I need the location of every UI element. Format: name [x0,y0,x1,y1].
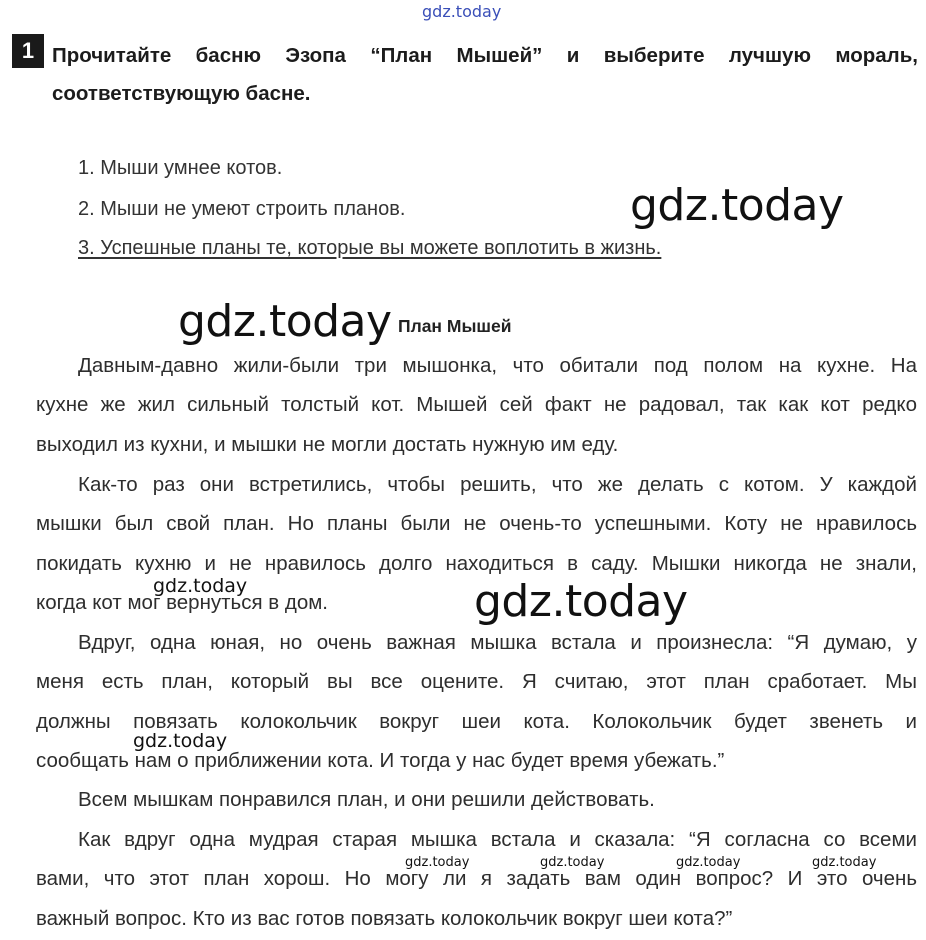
text-line: Вдруг, одна юная, но очень важная мышка встала и произнесла: “Я думаю, у [78,631,917,654]
watermark-large-2: gdz.today [178,296,392,347]
fable-paragraph-4 [36,780,917,819]
task-instruction-line-1: Прочитайте басню Эзопа “План Мышей” и выберите лучшую мораль, [52,44,918,67]
text-line: кухне же жил сильный толстый кот. Мышей сей факт не радовал, так как кот редко [36,393,917,417]
watermark-medium-1: gdz.today [153,575,248,597]
fable-paragraph-2 [36,465,917,627]
watermark-large-3: gdz.today [474,576,688,627]
answer-option-1: 1. Мыши умнее котов. [78,157,283,179]
text-line: сообщать нам о приближении кота. И тогда у нас будет время убежать.” [36,748,725,772]
task-number-badge: 1 [12,34,44,68]
task-instruction-line-2: соответствующую басне. [52,82,311,105]
text-line: мышки был свой план. Но планы были не очень-то успешными. Коту не нравилось [36,512,917,536]
text-line: должны повязать колокольчик вокруг шеи кота. Колокольчик будет звенеть и [36,709,917,733]
text-line: выходил из кухни, и мышки не могли достать нужную им еду. [36,432,619,456]
text-line: важный вопрос. Кто из вас готов повязать колокольчик вокруг шеи кота?” [36,906,733,930]
watermark-small-3: gdz.today [676,855,741,870]
fable-title: План Мышей [398,316,512,336]
text-line: вами, что этот план хорош. Но могу ли я задать вам один вопрос? И это очень [36,867,917,891]
text-line: покидать кухню и не нравилось долго находиться в саду. Мышки никогда не знали, [36,551,917,575]
text-line: Всем мышкам понравился план, и они решили действовать. [78,788,655,811]
task-instruction [52,37,918,113]
fable-paragraph-5 [36,820,917,938]
watermark-small-2: gdz.today [540,855,605,870]
text-line: меня есть план, который вы все оцените. Я считаю, этот план сработает. Мы [36,670,917,694]
fable-paragraph-1 [36,346,917,464]
answer-option-2: 2. Мыши не умеют строить планов. [78,198,406,220]
fable-paragraph-3 [36,623,917,780]
watermark-small-4: gdz.today [812,855,877,870]
text-line: Как-то раз они встретились, чтобы решить, что же делать с котом. У каждой [78,473,917,496]
watermark-top: gdz.today [422,2,502,21]
text-line: Давным-давно жили-были три мышонка, что обитали под полом на кухне. На [78,354,917,377]
watermark-small-1: gdz.today [405,855,470,870]
answer-option-3-selected: 3. Успешные планы те, которые вы можете воплотить в жизнь. [78,237,662,259]
watermark-large-1: gdz.today [630,180,844,231]
watermark-medium-2: gdz.today [133,730,228,752]
text-line: когда кот мог вернуться в дом. [36,590,329,614]
text-line: Как вдруг одна мудрая старая мышка встала и сказала: “Я согласна со всеми [78,828,917,851]
